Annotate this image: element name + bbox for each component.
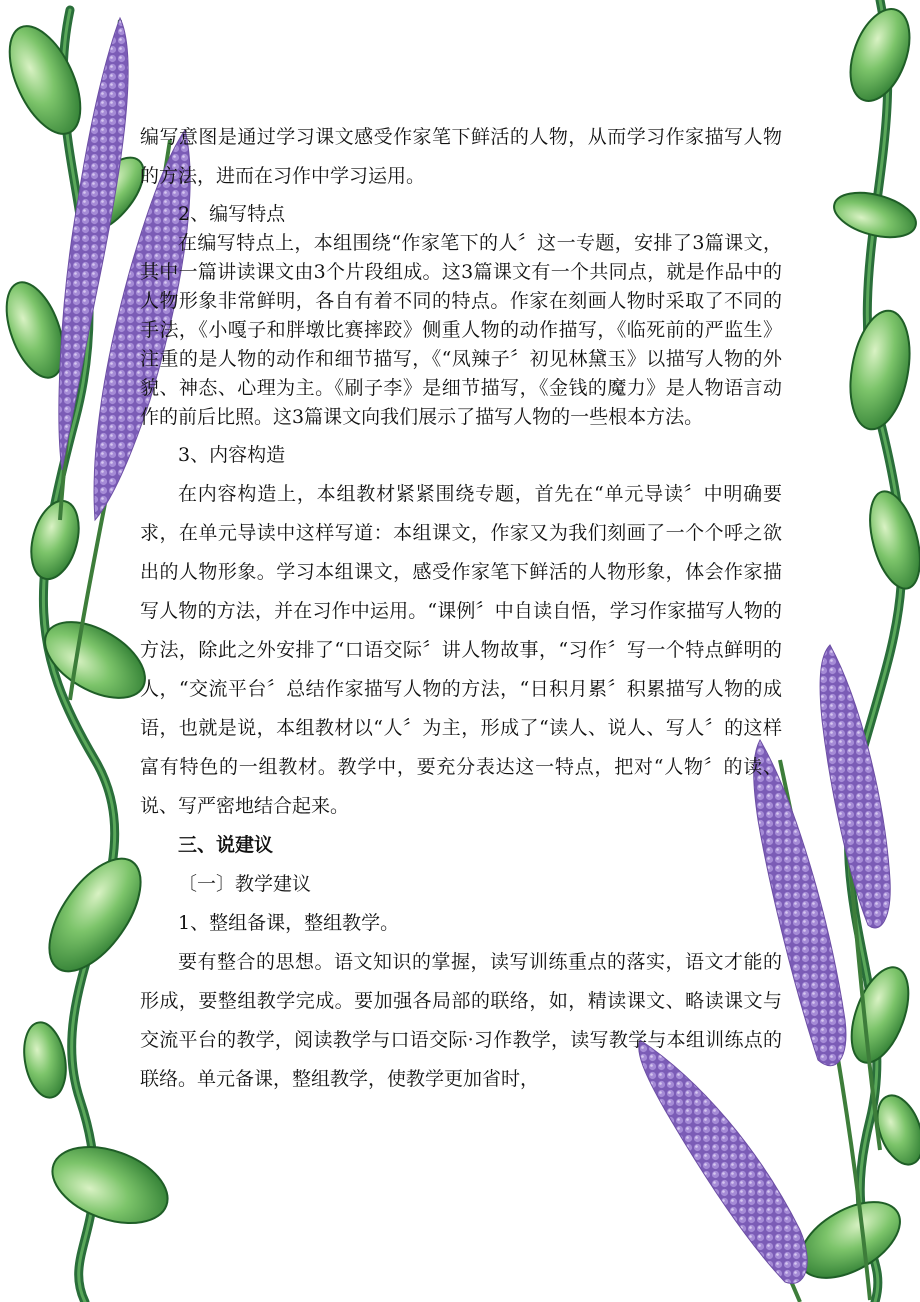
heading-suggestions: 三、说建议 (178, 834, 274, 856)
heading-content-structure: 3、内容构造 (178, 444, 286, 466)
paragraph-writing-features: 在编写特点上，本组围绕“作家笔下的人〞这一专题，安排了3篇课文，其中一篇讲读课文由3个片段组成。这3篇课文有一个共同点，就是作品中的人物形象非常鲜明，各自有着不同的特点。作家在刻画人物时采取了不同的手法，《小嘎子和胖墩比赛摔跤》侧重人物的动作描写，《临死前的严监生》注重的是人物的动作和细节描写，《“凤辣子〞初见林黛玉》以描写人物的外貌、神态、心理为主。《刷子李》是细节描写，《金钱的魔力》是人物语言动作的前后比照。这3篇课文向我们展示了描写人物的一些根本方法。 (140, 232, 782, 428)
paragraph-group-teaching: 要有整合的思想。语文知识的掌握，读写训练重点的落实，语文才能的形成，要整组教学完成。要加强各局部的联络，如，精读课文、略读课文与交流平台的教学，阅读教学与口语交际·习作教学，读写教学与本组训练点的联络。单元备课，整组教学，使教学更加省时， (140, 951, 782, 1090)
paragraph-content-structure: 在内容构造上，本组教材紧紧围绕专题，首先在“单元导读〞中明确要求，在单元导读中这样写道：本组课文，作家又为我们刻画了一个个呼之欲出的人物形象。学习本组课文，感受作家笔下鲜活的人物形象，体会作家描写人物的方法，并在习作中运用。“课例〞中自读自悟，学习作家描写人物的方法，除此之外安排了“口语交际〞讲人物故事，“习作〞写一个特点鲜明的人，“交流平台〞总结作家描写人物的方法，“日积月累〞积累描写人物的成语，也就是说，本组教材以“人〞为主，形成了“读人、说人、写人〞的这样富有特色的一组教材。教学中，要充分表达这一特点，把对“人物〞的读、说、写严密地结合起来。 (140, 483, 782, 817)
paragraph-intent: 编写意图是通过学习课文感受作家笔下鲜活的人物，从而学习作家描写人物的方法，进而在习作中学习运用。 (140, 126, 782, 187)
heading-writing-features: 2、编写特点 (178, 203, 286, 225)
heading-teaching-suggestions: 〔一〕教学建议 (178, 873, 312, 895)
document-body (140, 118, 782, 1099)
heading-group-lesson-prep: 1、整组备课，整组教学。 (178, 912, 400, 934)
right-leaves (787, 1, 920, 1293)
